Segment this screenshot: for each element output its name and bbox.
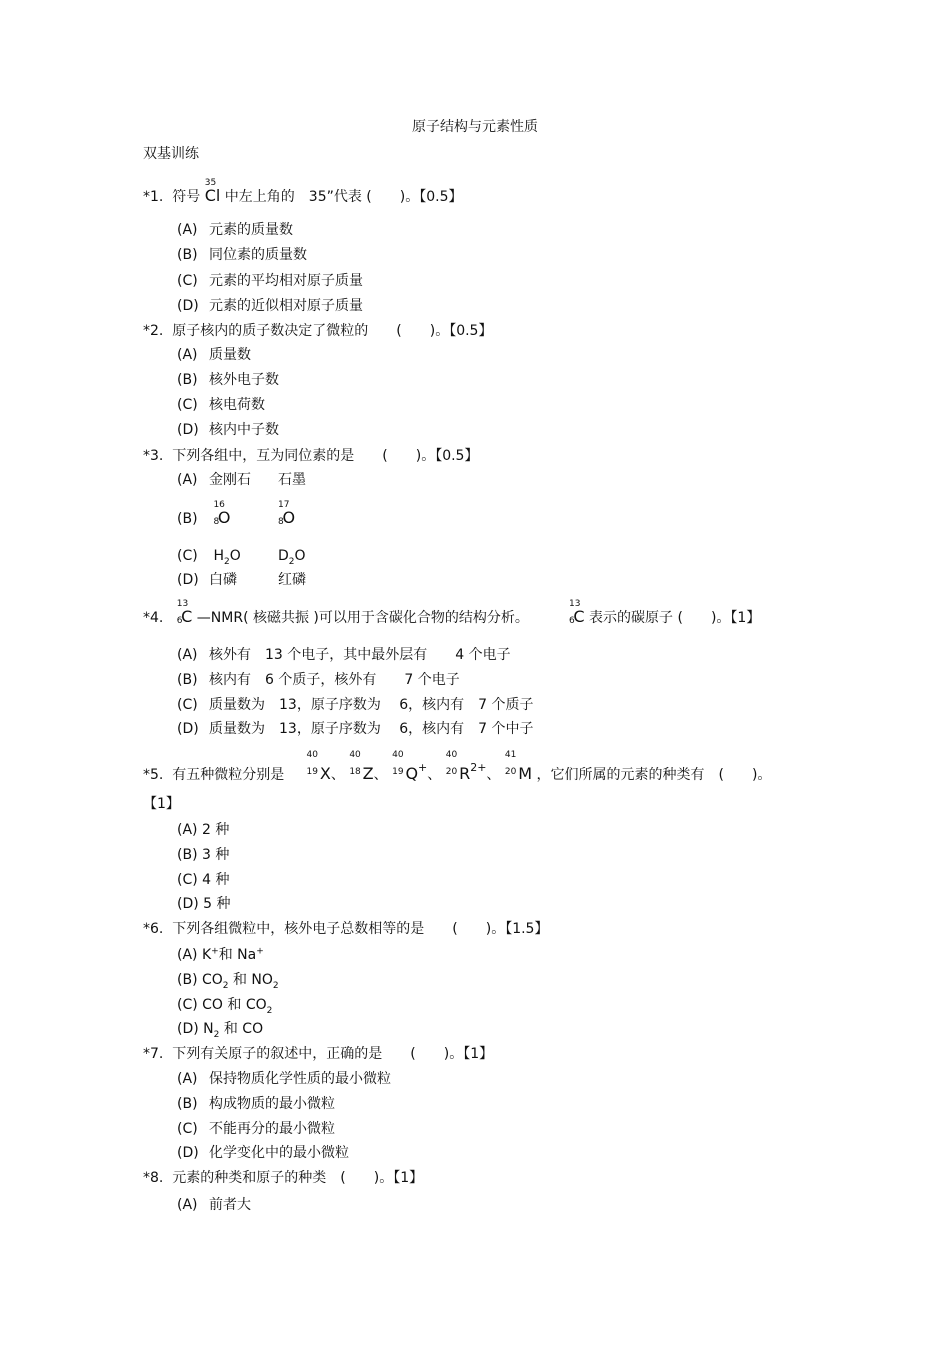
option[interactable]: (D) $N_2$ 和 CO [177, 1021, 264, 1040]
option[interactable]: (C) CO 和 $CO_2$ [177, 997, 273, 1016]
nuclide-c-13: 13 6 C [568, 599, 585, 626]
option[interactable]: (A) 质量数 [177, 347, 251, 363]
question-6: *6. 下列各组微粒中，核外电子总数相等的是 ( )。【1.5】 [143, 921, 549, 937]
option[interactable]: (B) 3 种 [177, 847, 230, 863]
option[interactable]: (D) 白磷 红磷 [177, 572, 306, 588]
score: 【1】 [143, 796, 180, 812]
question-1: *1. 符号 35 Cl 中左上角的 35”代表 ( )。【0.5】 [143, 178, 463, 205]
nuclide-c-13: 13 6 C [176, 599, 193, 626]
page-title: 原子结构与元素性质 [412, 119, 538, 135]
option[interactable]: (B) $CO_2$ 和 $NO_2$ [177, 972, 279, 991]
option[interactable]: (D) 元素的近似相对原子质量 [177, 298, 363, 314]
question-5: *5. 有五种微粒分别是 40 19 X、 40 18 Z、 40 19 Q+、 40 20 $R^{2+}$、 41 20 M ，它们所属的元素的种类有 ( )。 [143, 750, 772, 783]
option[interactable]: (D) 核内中子数 [177, 422, 279, 438]
question-7: *7. 下列有关原子的叙述中，正确的是 ( )。【1】 [143, 1046, 494, 1062]
option[interactable]: (A) 前者大 [177, 1197, 251, 1213]
option[interactable]: (D) 质量数为 13，原子序数为 6，核内有 7 个中子 [177, 721, 534, 737]
option[interactable]: (C) 不能再分的最小微粒 [177, 1121, 335, 1137]
option[interactable]: (B) 构成物质的最小微粒 [177, 1096, 335, 1112]
option[interactable]: (C) 质量数为 13，原子序数为 6，核内有 7 个质子 [177, 697, 534, 713]
option[interactable]: (B) 核外电子数 [177, 372, 279, 388]
particle-r: 40 20 $R^{2+}$ [445, 750, 487, 783]
question-2: *2. 原子核内的质子数决定了微粒的 ( )。【0.5】 [143, 323, 493, 339]
question-4: *4. 13 6 C —NMR( 核磁共振 )可以用于含碳化合物的结构分析。 13 6 C 表示的碳原子 ( )。【1】 [143, 599, 761, 626]
option[interactable]: (D) 化学变化中的最小微粒 [177, 1145, 349, 1161]
option[interactable]: (A) K+和 Na+ [177, 946, 264, 963]
option[interactable]: (A) 元素的质量数 [177, 222, 293, 238]
option[interactable]: (B) 16 8 O 17 8 O [177, 500, 296, 527]
option[interactable]: (C) 4 种 [177, 872, 230, 888]
option[interactable]: (D) 5 种 [177, 896, 231, 912]
nuclide-o-16: 16 8 O [213, 500, 231, 527]
section-heading: 双基训练 [143, 146, 199, 162]
question-3: *3. 下列各组中，互为同位素的是 ( )。【0.5】 [143, 448, 479, 464]
particle-q: 40 19 Q+ [392, 750, 428, 783]
particle-z: 40 18 Z [349, 750, 374, 783]
option[interactable]: (C) 元素的平均相对原子质量 [177, 273, 363, 289]
nuclide-cl-35: 35 Cl [204, 178, 221, 205]
option[interactable]: (B) 同位素的质量数 [177, 247, 307, 263]
question-8: *8. 元素的种类和原子的种类 ( )。【1】 [143, 1170, 424, 1186]
option[interactable]: (A) 保持物质化学性质的最小微粒 [177, 1071, 391, 1087]
option[interactable]: (C) $H_2O$ $D_2O$ [177, 548, 306, 567]
option[interactable]: (A) 核外有 13 个电子，其中最外层有 4 个电子 [177, 647, 511, 663]
particle-x: 40 19 X [306, 750, 331, 783]
option[interactable]: (A) 金刚石 石墨 [177, 472, 306, 488]
nuclide-o-17: 17 8 O [278, 500, 296, 527]
particle-m: 41 20 M [504, 750, 533, 783]
option[interactable]: (B) 核内有 6 个质子，核外有 7 个电子 [177, 672, 460, 688]
option[interactable]: (A) 2 种 [177, 822, 230, 838]
option[interactable]: (C) 核电荷数 [177, 397, 265, 413]
